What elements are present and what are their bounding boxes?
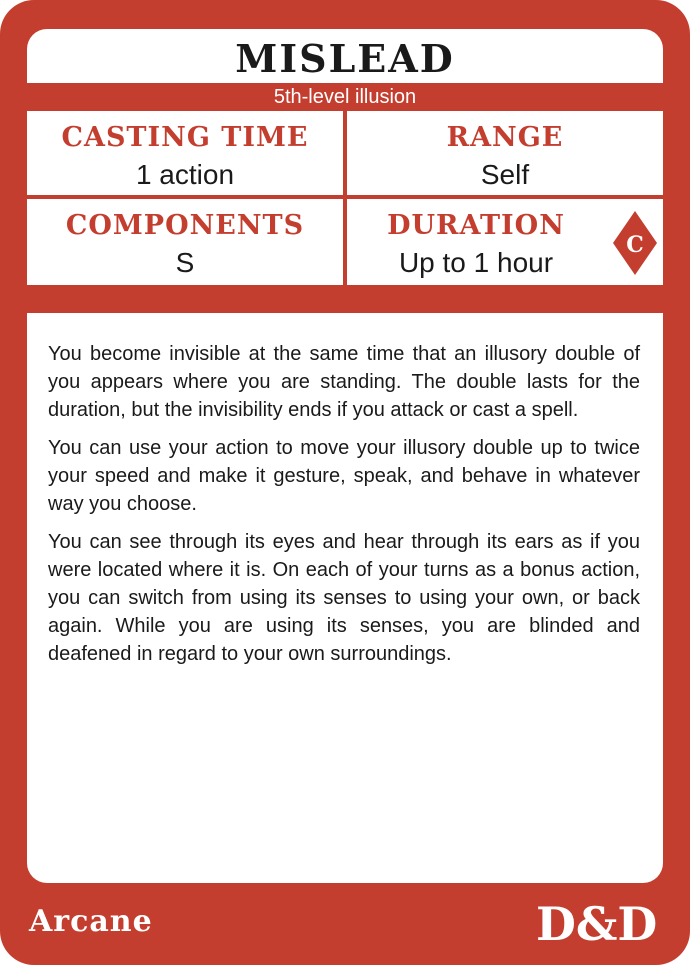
description-box: [27, 313, 663, 883]
concentration-diamond-icon: [613, 211, 657, 275]
range-value: Self: [480, 159, 530, 190]
dnd-logo-text: D&D: [536, 897, 658, 948]
components-label: COMPONENTS: [65, 210, 305, 241]
components-value: S: [175, 247, 195, 278]
range-cell: [347, 111, 663, 195]
title-box: [27, 29, 663, 83]
duration-label: DURATION: [387, 210, 565, 241]
casting-time-cell: [27, 111, 343, 195]
components-cell: [27, 199, 343, 285]
spell-title: MISLEAD: [235, 35, 455, 81]
description-paragraph: You become invisible at the same time that an illusory double of you appears where you are standing. The double lasts for the duration, but the invisibility ends if you attack or cast a spell.: [48, 343, 640, 421]
class-name-text: Arcane: [29, 904, 153, 939]
class-name: [29, 904, 153, 939]
casting-time-label: CASTING TIME: [61, 122, 309, 153]
description-paragraph: You can see through its eyes and hear through its ears as if you were located where it is. On each of your turns as a bonus action, you can switch from using its senses to using your own, or back again. While you are using its senses, you are blinded and deafened in regard to your own surroundings.: [48, 531, 640, 665]
dnd-logo-icon: [536, 896, 660, 948]
casting-time-value: 1 action: [135, 159, 235, 190]
spell-description: [48, 340, 640, 678]
range-label: RANGE: [446, 122, 564, 153]
duration-value: Up to 1 hour: [398, 247, 554, 278]
description-paragraph: You can use your action to move your illusory double up to twice your speed and make it gesture, speak, and behave in whatever way you choose.: [48, 437, 640, 515]
concentration-marker: C: [626, 232, 644, 258]
spell-level-school: 5th-level illusion: [273, 86, 417, 108]
